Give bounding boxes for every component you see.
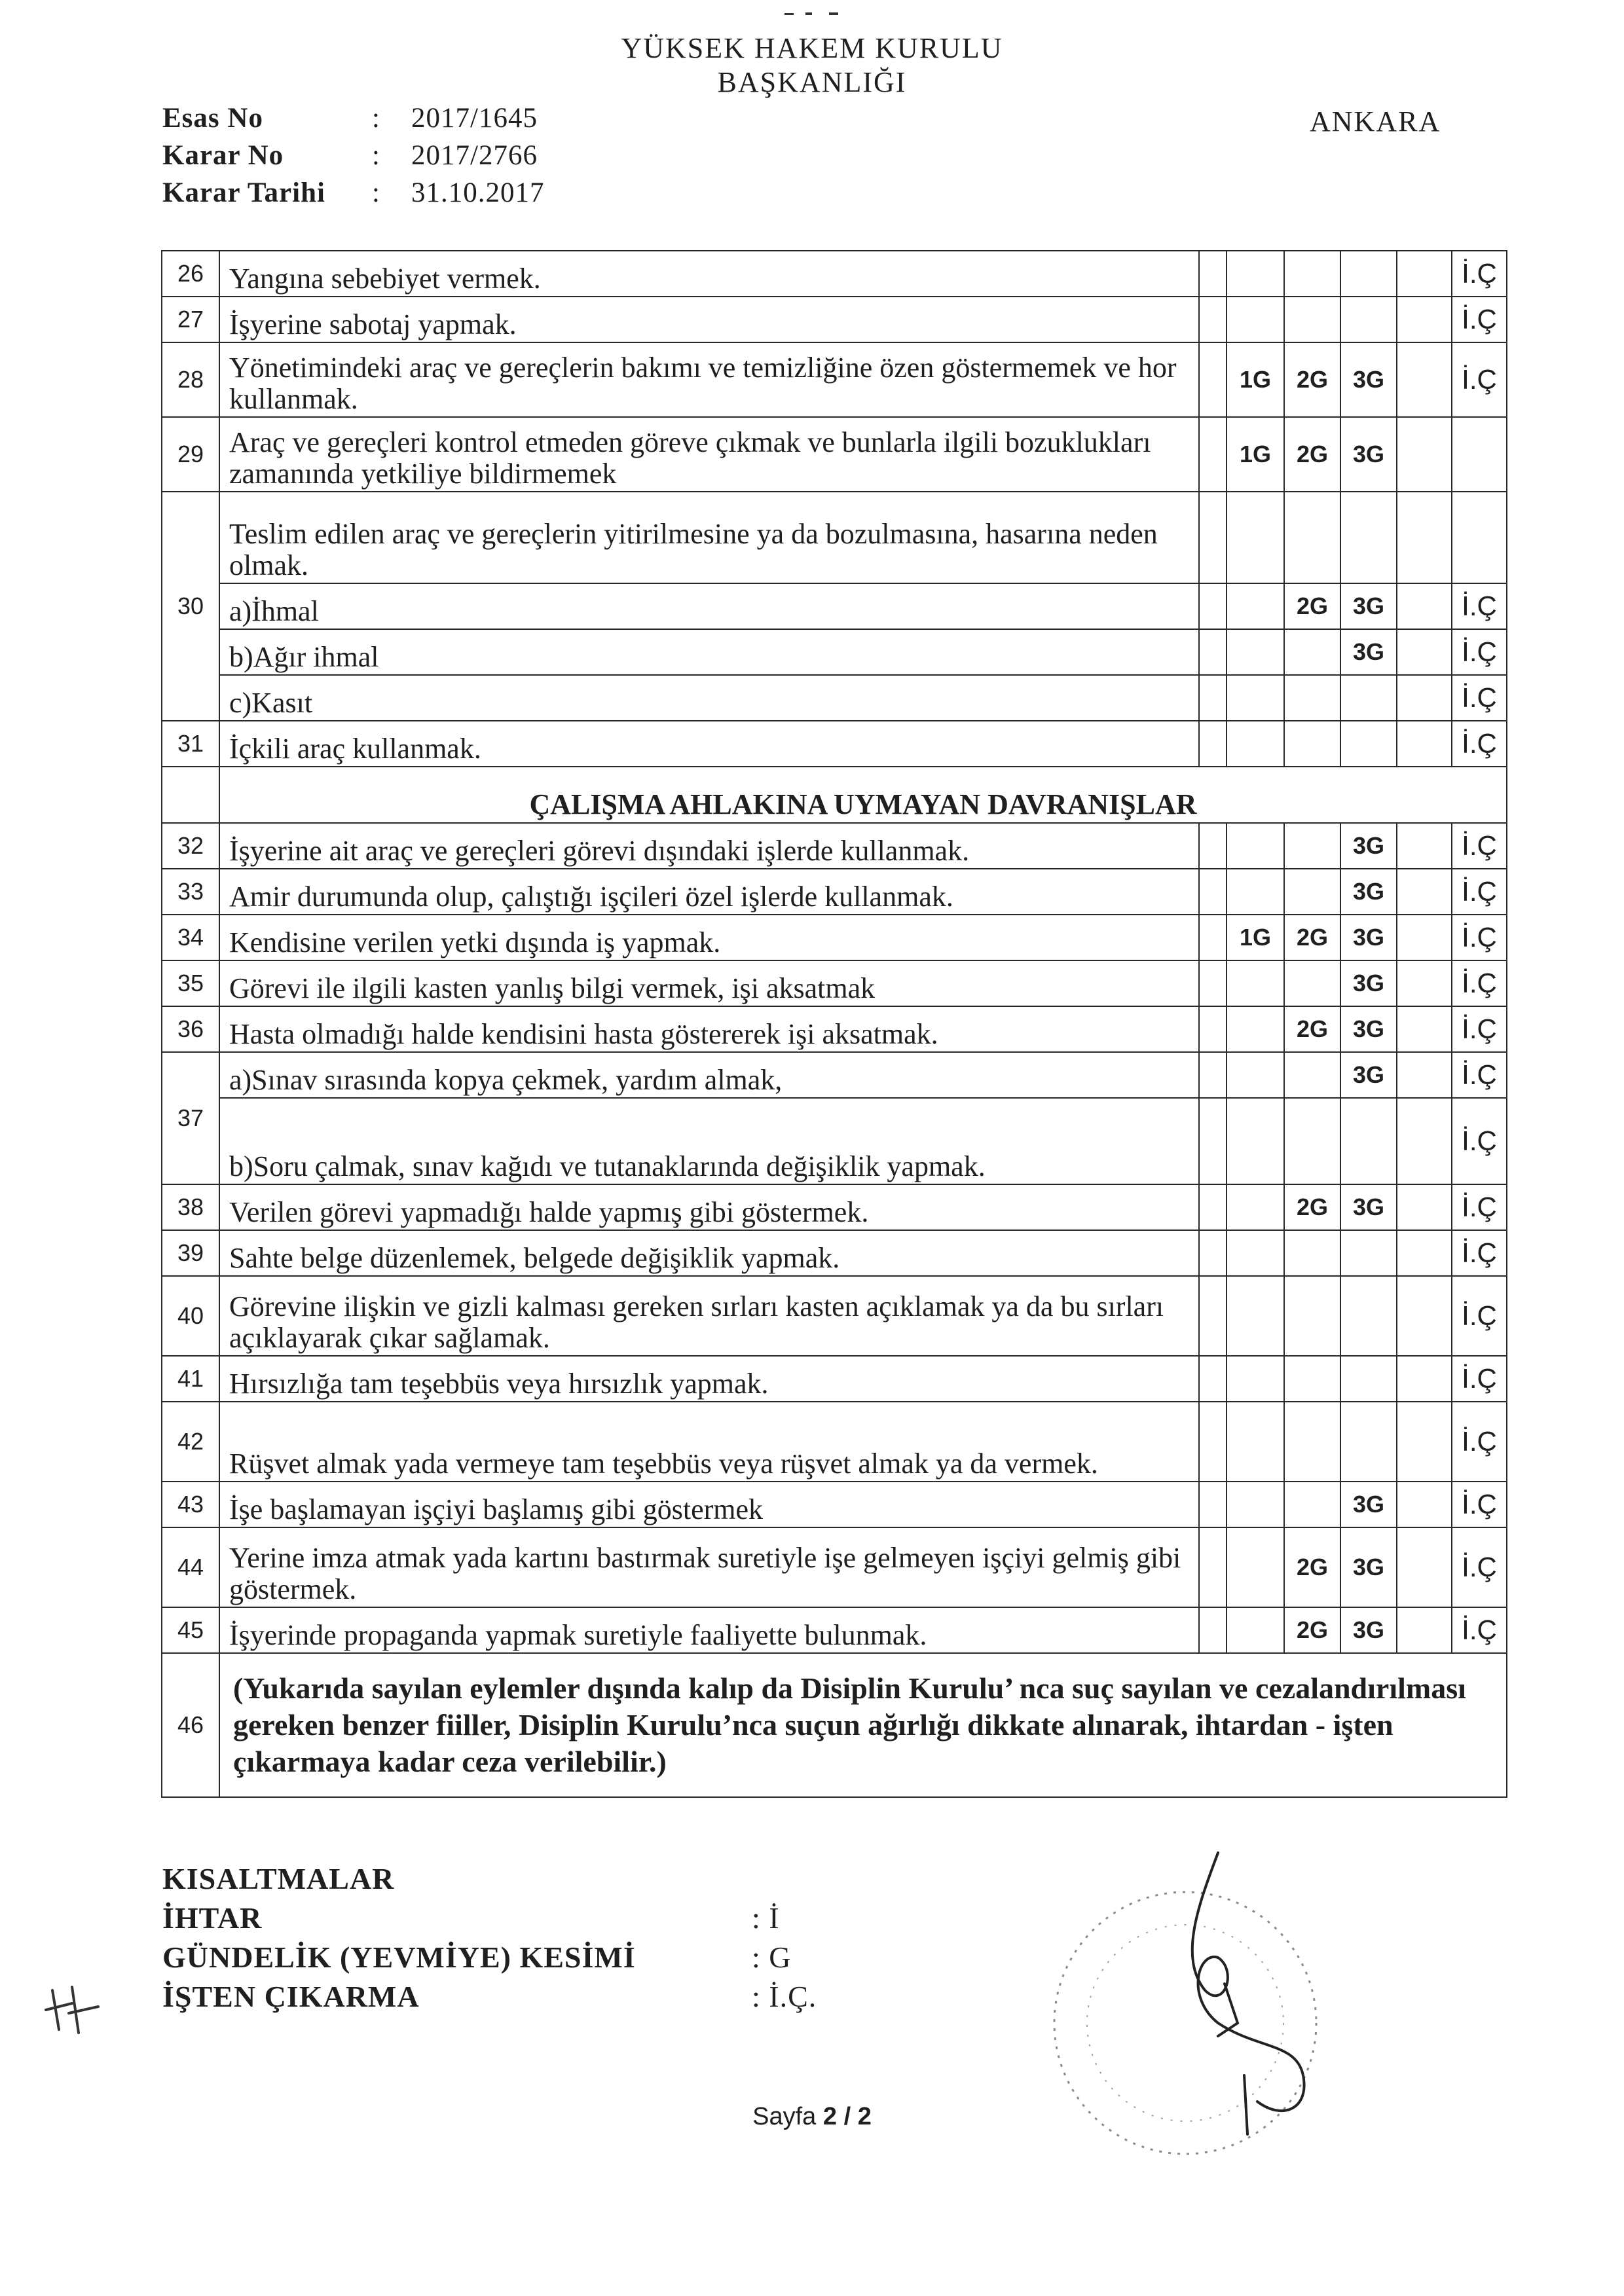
- penalty-2g: [1284, 1052, 1340, 1098]
- table-row: [162, 1052, 1507, 1098]
- meta-esas-no: [162, 100, 545, 137]
- row-description: Rüşvet almak yada vermeye tam teşebbüs veya rüşvet almak ya da vermek.: [219, 1402, 1199, 1482]
- handwritten-initials: [39, 1977, 118, 2043]
- blank-cell: [1397, 1607, 1452, 1653]
- penalty-dismissal: İ.Ç: [1452, 1006, 1507, 1052]
- table-row: [162, 1607, 1507, 1653]
- table-row: [162, 823, 1507, 869]
- table-row: [162, 1276, 1507, 1356]
- row-description: a)Sınav sırasında kopya çekmek, yardım almak,: [219, 1052, 1199, 1098]
- blank-cell: [1199, 869, 1227, 915]
- penalty-1g: [1227, 1184, 1284, 1230]
- row-description: İşyerine sabotaj yapmak.: [219, 297, 1199, 342]
- penalty-3g: 3G: [1340, 915, 1397, 960]
- row-description: b)Soru çalmak, sınav kağıdı ve tutanaklarında değişiklik yapmak.: [219, 1098, 1199, 1184]
- meta-label: Esas No: [162, 103, 263, 134]
- blank-cell: [1199, 1184, 1227, 1230]
- table-row: [162, 1184, 1507, 1230]
- blank-cell: [1397, 417, 1452, 492]
- blank-cell: [1397, 492, 1452, 583]
- row-description: İşyerinde propaganda yapmak suretiyle faaliyette bulunmak.: [219, 1607, 1199, 1653]
- penalty-1g: [1227, 1356, 1284, 1402]
- penalty-1g: [1227, 251, 1284, 297]
- penalty-dismissal: [1452, 417, 1507, 492]
- blank-cell: [1199, 583, 1227, 629]
- penalty-1g: [1227, 1230, 1284, 1276]
- penalty-3g: 3G: [1340, 417, 1397, 492]
- row-number: 46: [162, 1653, 219, 1797]
- row-number: 43: [162, 1482, 219, 1527]
- penalty-dismissal: İ.Ç: [1452, 629, 1507, 675]
- penalty-3g: [1340, 721, 1397, 767]
- blank-cell: [1199, 675, 1227, 721]
- abbreviation-label: İŞTEN ÇIKARMA: [162, 1980, 420, 2013]
- table-row: [162, 417, 1507, 492]
- row-number: 38: [162, 1184, 219, 1230]
- row-description: c)Kasıt: [219, 675, 1199, 721]
- penalty-1g: [1227, 1276, 1284, 1356]
- meta-value: 2017/1645: [411, 103, 538, 134]
- table-row: [162, 721, 1507, 767]
- penalty-dismissal: İ.Ç: [1452, 1607, 1507, 1653]
- penalty-1g: 1G: [1227, 342, 1284, 417]
- penalty-2g: [1284, 1230, 1340, 1276]
- blank-cell: [1284, 492, 1340, 583]
- blank-cell: [1199, 1482, 1227, 1527]
- meta-sep: :: [372, 103, 380, 134]
- abbreviation-item: [162, 1938, 817, 1977]
- penalty-1g: [1227, 1527, 1284, 1607]
- penalty-2g: [1284, 629, 1340, 675]
- table-row: [162, 675, 1507, 721]
- penalty-3g: 3G: [1340, 823, 1397, 869]
- meta-label: Karar Tarihi: [162, 177, 325, 208]
- blank-cell: [1397, 251, 1452, 297]
- blank-cell: [1199, 1098, 1227, 1184]
- row-description: İçkili araç kullanmak.: [219, 721, 1199, 767]
- penalty-3g: 3G: [1340, 1527, 1397, 1607]
- blank-cell: [1397, 915, 1452, 960]
- blank-cell: [1199, 915, 1227, 960]
- table-row: [162, 342, 1507, 417]
- penalty-2g: [1284, 960, 1340, 1006]
- blank-cell: [1199, 823, 1227, 869]
- penalty-dismissal: İ.Ç: [1452, 1098, 1507, 1184]
- penalty-3g: [1340, 1276, 1397, 1356]
- penalty-dismissal: İ.Ç: [1452, 915, 1507, 960]
- row-number: 32: [162, 823, 219, 869]
- row-number: 34: [162, 915, 219, 960]
- penalty-dismissal: İ.Ç: [1452, 960, 1507, 1006]
- blank-cell: [1199, 721, 1227, 767]
- penalty-dismissal: İ.Ç: [1452, 1356, 1507, 1402]
- org-name-line1: YÜKSEK HAKEM KURULU: [621, 32, 1003, 64]
- penalty-dismissal: İ.Ç: [1452, 583, 1507, 629]
- penalty-2g: [1284, 297, 1340, 342]
- page-prefix: Sayfa: [752, 2103, 823, 2130]
- penalty-1g: [1227, 1098, 1284, 1184]
- blank-cell: [1397, 1527, 1452, 1607]
- blank-cell: [1397, 1006, 1452, 1052]
- row-number: 35: [162, 960, 219, 1006]
- row-number: 26: [162, 251, 219, 297]
- table-row: [162, 1482, 1507, 1527]
- penalty-2g: [1284, 823, 1340, 869]
- blank-cell: [1199, 342, 1227, 417]
- blank-cell: [1397, 297, 1452, 342]
- penalty-1g: [1227, 721, 1284, 767]
- page-number: [0, 2103, 1624, 2131]
- abbreviation-value: : İ: [752, 1901, 780, 1935]
- penalty-dismissal: İ.Ç: [1452, 1184, 1507, 1230]
- penalty-2g: [1284, 1402, 1340, 1482]
- row-description: Yerine imza atmak yada kartını bastırmak suretiyle işe gelmeyen işçiyi gelmiş gibi göstermek.: [219, 1527, 1199, 1607]
- blank-cell: [1397, 342, 1452, 417]
- abbreviations-title: KISALTMALAR: [162, 1862, 395, 1895]
- blank-cell: [1199, 1006, 1227, 1052]
- penalty-3g: 3G: [1340, 1607, 1397, 1653]
- blank-cell: [1199, 960, 1227, 1006]
- table-row: [162, 1527, 1507, 1607]
- penalty-1g: [1227, 675, 1284, 721]
- abbreviation-value: : İ.Ç.: [752, 1980, 817, 2013]
- blank-cell: [1397, 1052, 1452, 1098]
- penalty-1g: [1227, 1482, 1284, 1527]
- penalty-dismissal: İ.Ç: [1452, 869, 1507, 915]
- penalty-dismissal: İ.Ç: [1452, 675, 1507, 721]
- penalty-dismissal: İ.Ç: [1452, 721, 1507, 767]
- penalty-2g: [1284, 721, 1340, 767]
- blank-cell: [1397, 721, 1452, 767]
- blank-cell: [1452, 492, 1507, 583]
- penalty-2g: 2G: [1284, 1006, 1340, 1052]
- penalty-2g: [1284, 869, 1340, 915]
- penalty-1g: 1G: [1227, 915, 1284, 960]
- case-meta: [162, 100, 545, 211]
- row-description: Amir durumunda olup, çalıştığı işçileri özel işlerde kullanmak.: [219, 869, 1199, 915]
- penalty-2g: 2G: [1284, 915, 1340, 960]
- row-number: 28: [162, 342, 219, 417]
- penalty-2g: 2G: [1284, 583, 1340, 629]
- blank-cell: [1397, 1184, 1452, 1230]
- row-number: 27: [162, 297, 219, 342]
- blank-cell: [1397, 960, 1452, 1006]
- blank-cell: [1199, 1356, 1227, 1402]
- blank-cell: [1397, 1356, 1452, 1402]
- row-number: 33: [162, 869, 219, 915]
- penalty-3g: 3G: [1340, 1482, 1397, 1527]
- penalty-2g: 2G: [1284, 1607, 1340, 1653]
- penalty-2g: [1284, 1356, 1340, 1402]
- row-description: Yönetimindeki araç ve gereçlerin bakımı ve temizliğine özen göstermemek ve hor kullanmak.: [219, 342, 1199, 417]
- blank-cell: [1199, 492, 1227, 583]
- blank-cell: [1199, 1527, 1227, 1607]
- row-description: a)İhmal: [219, 583, 1199, 629]
- row-description: Kendisine verilen yetki dışında iş yapmak.: [219, 915, 1199, 960]
- row-number: 36: [162, 1006, 219, 1052]
- meta-value: 31.10.2017: [411, 177, 545, 208]
- penalty-1g: [1227, 1607, 1284, 1653]
- abbreviation-item: [162, 1899, 817, 1938]
- blank-cell: [1199, 297, 1227, 342]
- abbreviations: [162, 1859, 817, 2016]
- row-number: 30: [162, 492, 219, 721]
- table-row: [162, 492, 1507, 583]
- row-description: Görevine ilişkin ve gizli kalması gereken sırları kasten açıklamak ya da bu sırları açıklayarak çıkar sağlamak.: [219, 1276, 1199, 1356]
- row-number: 29: [162, 417, 219, 492]
- penalty-3g: 3G: [1340, 342, 1397, 417]
- blank-cell: [1397, 1276, 1452, 1356]
- blank-cell: [1199, 251, 1227, 297]
- table-row: [162, 1098, 1507, 1184]
- penalty-1g: [1227, 583, 1284, 629]
- page-separator: /: [837, 2103, 858, 2130]
- penalty-3g: [1340, 1230, 1397, 1276]
- blank-cell: [1340, 492, 1397, 583]
- blank-cell: [1199, 1276, 1227, 1356]
- meta-sep: :: [372, 140, 380, 171]
- blank-cell: [1397, 675, 1452, 721]
- table-row: [162, 1402, 1507, 1482]
- table-row: [162, 915, 1507, 960]
- abbreviation-item: [162, 1977, 817, 2016]
- row-description: Araç ve gereçleri kontrol etmeden göreve çıkmak ve bunlarla ilgili bozuklukları zamanında yetkiliye bildirmemek: [219, 417, 1199, 492]
- table-row: [162, 629, 1507, 675]
- blank-cell: [1397, 1230, 1452, 1276]
- penalty-3g: [1340, 1402, 1397, 1482]
- penalty-dismissal: İ.Ç: [1452, 342, 1507, 417]
- abbreviation-value: : G: [752, 1941, 792, 1974]
- row-number: 41: [162, 1356, 219, 1402]
- penalty-3g: [1340, 251, 1397, 297]
- row-description: Sahte belge düzenlemek, belgede değişiklik yapmak.: [219, 1230, 1199, 1276]
- table-row: [162, 1653, 1507, 1797]
- penalty-3g: 3G: [1340, 583, 1397, 629]
- penalty-2g: [1284, 1098, 1340, 1184]
- section-title: ÇALIŞMA AHLAKINA UYMAYAN DAVRANIŞLAR: [219, 767, 1507, 823]
- row-description: Teslim edilen araç ve gereçlerin yitirilmesine ya da bozulmasına, hasarına neden olmak.: [219, 492, 1199, 583]
- penalty-dismissal: İ.Ç: [1452, 1230, 1507, 1276]
- table-row: [162, 869, 1507, 915]
- penalty-3g: 3G: [1340, 629, 1397, 675]
- penalty-2g: 2G: [1284, 1184, 1340, 1230]
- row-number: 39: [162, 1230, 219, 1276]
- row-description: İşe başlamayan işçiyi başlamış gibi göstermek: [219, 1482, 1199, 1527]
- signature-stamp: [1022, 1827, 1388, 2193]
- blank-cell: [1397, 869, 1452, 915]
- table-row: [162, 960, 1507, 1006]
- row-number: 45: [162, 1607, 219, 1653]
- row-number: 42: [162, 1402, 219, 1482]
- row-description: Görevi ile ilgili kasten yanlış bilgi vermek, işi aksatmak: [219, 960, 1199, 1006]
- blank-cell: [1397, 629, 1452, 675]
- city: ANKARA: [1310, 105, 1441, 137]
- blank-cell: [1397, 1482, 1452, 1527]
- penalty-3g: 3G: [1340, 869, 1397, 915]
- row-description: Yangına sebebiyet vermek.: [219, 251, 1199, 297]
- penalty-2g: [1284, 251, 1340, 297]
- penalty-1g: [1227, 629, 1284, 675]
- blank-cell: [1199, 1402, 1227, 1482]
- meta-sep: :: [372, 177, 380, 208]
- blank-cell: [1397, 1098, 1452, 1184]
- penalty-1g: [1227, 960, 1284, 1006]
- penalty-1g: [1227, 869, 1284, 915]
- org-name-line2: BAŞKANLIĞI: [717, 66, 907, 98]
- blank-cell: [1199, 1230, 1227, 1276]
- penalty-2g: [1284, 675, 1340, 721]
- penalty-table: [161, 250, 1507, 1798]
- row-description: Hırsızlığa tam teşebbüs veya hırsızlık yapmak.: [219, 1356, 1199, 1402]
- blank-cell: [1199, 629, 1227, 675]
- cropped-header-mark: [779, 9, 845, 18]
- blank-cell: [1199, 417, 1227, 492]
- penalty-3g: 3G: [1340, 1184, 1397, 1230]
- abbreviation-label: GÜNDELİK (YEVMİYE) KESİMİ: [162, 1941, 636, 1974]
- blank-cell: [1397, 823, 1452, 869]
- blank-cell: [1199, 1052, 1227, 1098]
- closing-clause: (Yukarıda sayılan eylemler dışında kalıp da Disiplin Kurulu’ nca suç sayılan ve cezalandırılması gereken benzer fiiller, Disiplin Kurulu’nca suçun ağırlığı dikkate alınarak, ihtardan - işten çıkarmaya kadar ceza verilebilir.): [219, 1653, 1507, 1797]
- meta-karar-no: [162, 137, 545, 174]
- penalty-3g: 3G: [1340, 1052, 1397, 1098]
- table-row: [162, 1006, 1507, 1052]
- row-number: 31: [162, 721, 219, 767]
- penalty-dismissal: İ.Ç: [1452, 251, 1507, 297]
- penalty-3g: 3G: [1340, 960, 1397, 1006]
- blank-cell: [1227, 492, 1284, 583]
- penalty-1g: [1227, 1052, 1284, 1098]
- row-number: 44: [162, 1527, 219, 1607]
- penalty-3g: [1340, 1098, 1397, 1184]
- penalty-dismissal: İ.Ç: [1452, 1402, 1507, 1482]
- meta-karar-tarihi: [162, 174, 545, 211]
- penalty-3g: [1340, 675, 1397, 721]
- penalty-3g: [1340, 1356, 1397, 1402]
- row-description: İşyerine ait araç ve gereçleri görevi dışındaki işlerde kullanmak.: [219, 823, 1199, 869]
- penalty-3g: 3G: [1340, 1006, 1397, 1052]
- penalty-2g: [1284, 1276, 1340, 1356]
- penalty-2g: [1284, 1482, 1340, 1527]
- table-row: [162, 297, 1507, 342]
- penalty-1g: [1227, 823, 1284, 869]
- table-row: [162, 583, 1507, 629]
- table-row: [162, 1356, 1507, 1402]
- page-current: 2: [822, 2103, 838, 2130]
- abbreviation-label: İHTAR: [162, 1901, 263, 1935]
- blank-cell: [162, 767, 219, 823]
- penalty-2g: 2G: [1284, 1527, 1340, 1607]
- penalty-2g: 2G: [1284, 342, 1340, 417]
- page-total: 2: [857, 2103, 872, 2130]
- row-description: Verilen görevi yapmadığı halde yapmış gibi göstermek.: [219, 1184, 1199, 1230]
- penalty-1g: 1G: [1227, 417, 1284, 492]
- blank-cell: [1199, 1607, 1227, 1653]
- penalty-1g: [1227, 1402, 1284, 1482]
- penalty-dismissal: İ.Ç: [1452, 823, 1507, 869]
- row-number: 37: [162, 1052, 219, 1184]
- penalty-1g: [1227, 297, 1284, 342]
- table-row: [162, 251, 1507, 297]
- penalty-dismissal: İ.Ç: [1452, 1052, 1507, 1098]
- section-row: [162, 767, 1507, 823]
- penalty-dismissal: İ.Ç: [1452, 1527, 1507, 1607]
- blank-cell: [1397, 583, 1452, 629]
- row-description: Hasta olmadığı halde kendisini hasta göstererek işi aksatmak.: [219, 1006, 1199, 1052]
- penalty-1g: [1227, 1006, 1284, 1052]
- row-number: 40: [162, 1276, 219, 1356]
- penalty-3g: [1340, 297, 1397, 342]
- penalty-dismissal: İ.Ç: [1452, 297, 1507, 342]
- meta-value: 2017/2766: [411, 140, 538, 171]
- penalty-dismissal: İ.Ç: [1452, 1482, 1507, 1527]
- table-row: [162, 1230, 1507, 1276]
- row-description: b)Ağır ihmal: [219, 629, 1199, 675]
- blank-cell: [1397, 1402, 1452, 1482]
- meta-label: Karar No: [162, 140, 284, 171]
- penalty-2g: 2G: [1284, 417, 1340, 492]
- penalty-dismissal: İ.Ç: [1452, 1276, 1507, 1356]
